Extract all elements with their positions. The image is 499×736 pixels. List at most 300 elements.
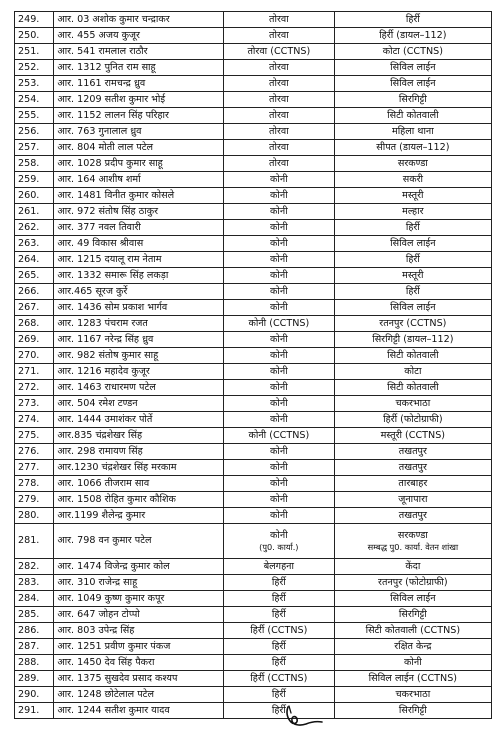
serial-number-text: 267. [18,301,40,313]
serial-number-cell [15,575,54,591]
table-row [15,687,492,703]
employee-name-text: आर. 1283 पंचराम रजत [57,317,148,329]
employee-name-text: आर. 1436 सोम प्रकाश भार्गव [57,301,168,313]
current-posting-text: हिर्री [271,640,286,652]
current-posting-text: तोरवा [269,157,289,169]
employee-name-cell [54,508,224,524]
current-posting-cell [224,188,335,204]
current-posting-cell [224,364,335,380]
current-posting-cell [224,396,335,412]
new-posting-cell [334,252,491,268]
new-posting-cell [334,380,491,396]
new-posting-text: हिर्री (डायल–112) [379,29,447,41]
new-posting-cell [334,396,491,412]
new-posting-cell [334,76,491,92]
employee-name-text: आर. 1248 छोटेलाल पटेल [57,688,154,700]
serial-number-text: 268. [18,317,40,329]
current-posting-text: तोरवा [269,29,289,41]
current-posting-text: कोनी [270,365,288,377]
employee-name-text: आर. 1152 लालन सिंह परिहार [57,109,169,121]
current-posting-text: हिर्री (CCTNS) [250,624,308,636]
serial-number-text: 257. [18,141,40,153]
new-posting-text: तखतपुर [398,461,427,473]
new-posting-text: रतनपुर (फोटोग्राफी) [378,576,448,588]
employee-name-text: आर. 1332 समारू सिंह लकड़ा [57,269,169,281]
employee-name-cell [54,412,224,428]
serial-number-text: 271. [18,365,40,377]
employee-name-cell [54,364,224,380]
serial-number-text: 262. [18,221,40,233]
new-posting-text: हिर्री [405,221,420,233]
employee-name-text: आर. 1066 तीजराम साव [57,477,150,489]
current-posting-cell [224,28,335,44]
new-posting-cell [334,172,491,188]
employee-name-text: आर. 1474 विजेन्द्र कुमार कोल [57,560,170,572]
employee-name-cell [54,76,224,92]
current-posting-text: कोनी (CCTNS) [248,317,310,329]
employee-name-text: आर. 1312 पुनित राम साहू [57,61,156,73]
new-posting-text: सिटी कोतवाली [387,349,439,361]
current-posting-cell [224,444,335,460]
serial-number-text: 265. [18,269,40,281]
serial-number-cell [15,220,54,236]
current-posting-text: कोनी [270,205,288,217]
current-posting-text: तोरवा [269,93,289,105]
serial-number-text: 252. [18,61,40,73]
serial-number-cell [15,380,54,396]
serial-number-text: 286. [18,624,40,636]
serial-number-cell [15,140,54,156]
current-posting-text: कोनी [270,397,288,409]
serial-number-text: 270. [18,349,40,361]
new-posting-cell [334,220,491,236]
new-posting-cell [334,140,491,156]
current-posting-cell [224,671,335,687]
current-posting-cell [224,220,335,236]
table-row [15,591,492,607]
new-posting-cell [334,268,491,284]
employee-name-text: आर. 03 अशोक कुमार चन्द्राकर [57,13,170,25]
serial-number-cell [15,12,54,28]
serial-number-text: 274. [18,413,40,425]
employee-name-cell [54,12,224,28]
serial-number-cell [15,623,54,639]
new-posting-cell [334,364,491,380]
employee-name-cell [54,639,224,655]
employee-name-cell [54,524,224,559]
current-posting-text: कोनी [270,269,288,281]
current-posting-text: कोनी [270,445,288,457]
table-row [15,348,492,364]
employee-name-text: आर. 1481 विनीत कुमार कोसले [57,189,175,201]
table-row [15,12,492,28]
current-posting-cell [224,428,335,444]
current-posting-cell [224,508,335,524]
employee-name-text: आर. 455 अजय कुजूर [57,29,140,41]
serial-number-cell [15,252,54,268]
employee-name-cell [54,492,224,508]
serial-number-text: 285. [18,608,40,620]
new-posting-text: सिटी कोतवाली (CCTNS) [365,624,461,636]
serial-number-text: 278. [18,477,40,489]
serial-number-cell [15,476,54,492]
current-posting-text: कोनी [270,381,288,393]
employee-name-text: आर. 982 संतोष कुमार साहू [57,349,159,361]
serial-number-text: 260. [18,189,40,201]
serial-number-text: 266. [18,285,40,297]
current-posting-cell [224,108,335,124]
current-posting-cell [224,492,335,508]
employee-name-text: आर. 647 जोहन टोप्पो [57,608,140,620]
table-row [15,268,492,284]
current-posting-text: कोनी [270,493,288,505]
employee-name-text: आर. 541 रामलाल राठौर [57,45,148,57]
current-posting-text: हिर्री [271,576,286,588]
employee-name-text: आर. 763 गुनालाल ध्रुव [57,125,142,137]
employee-name-text: आर. 803 उपेन्द्र सिंह [57,624,135,636]
serial-number-cell [15,204,54,220]
employee-name-cell [54,188,224,204]
serial-number-text: 256. [18,125,40,137]
table-row [15,428,492,444]
table-row [15,252,492,268]
signature-icon [282,703,326,729]
current-posting-cell [224,687,335,703]
serial-number-text: 283. [18,576,40,588]
employee-name-text: आर. 164 आशीष शर्मा [57,173,141,185]
current-posting-text: कोनी [270,285,288,297]
employee-name-cell [54,236,224,252]
new-posting-cell [334,12,491,28]
current-posting-text: कोनी [270,413,288,425]
serial-number-text: 288. [18,656,40,668]
serial-number-cell [15,300,54,316]
serial-number-text: 279. [18,493,40,505]
serial-number-text: 253. [18,77,40,89]
employee-name-text: आर. 798 वन कुमार पटेल [57,535,152,546]
employee-name-cell [54,44,224,60]
employee-name-text: आर. 298 रामायण सिंह [57,445,143,457]
new-posting-cell [334,476,491,492]
employee-name-cell [54,284,224,300]
serial-number-cell [15,671,54,687]
table-row [15,220,492,236]
serial-number-cell [15,348,54,364]
employee-name-text: आर. 1444 उमाशंकर पोर्ते [57,413,153,425]
table-row [15,524,492,559]
current-posting-cell [224,639,335,655]
serial-number-text: 287. [18,640,40,652]
current-posting-text: कोनी [270,529,288,541]
employee-name-cell [54,220,224,236]
table-row [15,316,492,332]
new-posting-cell [334,575,491,591]
serial-number-cell [15,591,54,607]
new-posting-text: सिरगिट्टी [398,93,427,105]
current-posting-cell [224,348,335,364]
current-posting-cell [224,559,335,575]
employee-name-cell [54,380,224,396]
new-posting-cell [334,188,491,204]
current-posting-cell [224,412,335,428]
employee-name-cell [54,28,224,44]
serial-number-text: 263. [18,237,40,249]
employee-name-cell [54,623,224,639]
current-posting-cell [224,60,335,76]
employee-name-cell [54,671,224,687]
new-posting-text: सिटी कोतवाली [387,381,439,393]
employee-name-text: आर. 1450 देव सिंह पैकरा [57,656,155,668]
employee-name-text: आर. 1244 सतीश कुमार यादव [57,704,170,716]
current-posting-cell [224,172,335,188]
serial-number-text: 249. [18,13,40,25]
table-row [15,380,492,396]
serial-number-cell [15,444,54,460]
new-posting-text: सिरगिट्टी (डायल–112) [372,333,454,345]
employee-name-cell [54,124,224,140]
table-row [15,396,492,412]
new-posting-cell [334,284,491,300]
current-posting-cell [224,156,335,172]
table-row [15,92,492,108]
table-row [15,60,492,76]
employee-name-text: आर. 1028 प्रदीप कुमार साहू [57,157,163,169]
current-posting-cell [224,332,335,348]
transfer-table [14,11,492,719]
employee-name-cell [54,140,224,156]
current-posting-cell [224,623,335,639]
employee-name-text: आर.1199 शैलेन्द्र कुमार [57,509,146,521]
current-posting-text: कोनी [270,221,288,233]
employee-name-text: आर. 1251 प्रवीण कुमार पंकज [57,640,171,652]
current-posting-cell [224,380,335,396]
table-row [15,172,492,188]
current-posting-text: तोरवा [269,141,289,153]
new-posting-text: हिर्री [405,285,420,297]
new-posting-text: सीपत (डायल–112) [376,141,450,153]
current-posting-cell [224,12,335,28]
serial-number-cell [15,28,54,44]
employee-name-cell [54,607,224,623]
current-posting-text: कोनी [270,237,288,249]
new-posting-cell [334,444,491,460]
new-posting-text: सिटी कोतवाली [387,109,439,121]
current-posting-cell [224,44,335,60]
new-posting-text: सरकण्डा [397,529,428,541]
serial-number-cell [15,639,54,655]
employee-name-cell [54,60,224,76]
serial-number-cell [15,492,54,508]
table-row [15,655,492,671]
serial-number-cell [15,108,54,124]
employee-name-cell [54,316,224,332]
employee-name-text: आर. 1167 नरेन्द्र सिंह ध्रुव [57,333,154,345]
current-posting-text: कोनी [270,509,288,521]
table-row [15,108,492,124]
serial-number-text: 273. [18,397,40,409]
serial-number-cell [15,76,54,92]
new-posting-text: सिरगिट्टी [398,704,427,716]
serial-number-text: 254. [18,93,40,105]
serial-number-cell [15,172,54,188]
new-posting-cell [334,655,491,671]
current-posting-text: हिर्री [271,704,286,716]
serial-number-text: 275. [18,429,40,441]
new-posting-cell [334,412,491,428]
new-posting-cell [334,156,491,172]
new-posting-text: हिर्री (फोटोग्राफी) [383,413,443,425]
serial-number-text: 269. [18,333,40,345]
serial-number-cell [15,124,54,140]
current-posting-text: हिर्री [271,608,286,620]
new-posting-cell [334,428,491,444]
new-posting-text: चकरभाठा [395,688,431,700]
serial-number-cell [15,284,54,300]
serial-number-text: 284. [18,592,40,604]
new-posting-cell [334,623,491,639]
new-posting-text: महिला थाना [391,125,434,137]
table-row [15,412,492,428]
new-posting-text: तखतपुर [398,509,427,521]
new-posting-cell [334,639,491,655]
serial-number-text: 261. [18,205,40,217]
table-row [15,236,492,252]
employee-name-text: आर. 1049 कुष्ण कुमार कपूर [57,592,165,604]
employee-name-text: आर. 1161 रामचन्द्र ध्रुव [57,77,146,89]
table-row [15,623,492,639]
employee-name-cell [54,108,224,124]
new-posting-cell [334,460,491,476]
table-row [15,364,492,380]
current-posting-text: कोनी [270,301,288,313]
current-posting-text: कोनी [270,349,288,361]
employee-name-cell [54,476,224,492]
new-posting-cell [334,204,491,220]
table-row [15,671,492,687]
new-posting-cell [334,348,491,364]
current-posting-cell [224,575,335,591]
serial-number-cell [15,316,54,332]
serial-number-text: 291. [18,704,40,716]
serial-number-cell [15,188,54,204]
transfer-list-sheet [14,11,492,719]
employee-name-cell [54,332,224,348]
employee-name-cell [54,591,224,607]
employee-name-cell [54,396,224,412]
new-posting-cell [334,60,491,76]
new-posting-text: कोनी [404,656,422,668]
new-posting-cell [334,108,491,124]
current-posting-text: तोरवा [269,13,289,25]
table-row [15,444,492,460]
employee-name-cell [54,204,224,220]
new-posting-cell [334,332,491,348]
serial-number-cell [15,703,54,719]
current-posting-text: हिर्री [271,656,286,668]
table-row [15,559,492,575]
current-posting-text: कोनी [270,173,288,185]
serial-number-cell [15,236,54,252]
new-posting-text: कोटा [404,365,422,377]
current-posting-cell [224,268,335,284]
serial-number-text: 277. [18,461,40,473]
current-posting-text: कोनी [270,189,288,201]
new-posting-cell [334,236,491,252]
employee-name-text: आर. 310 राजेन्द्र साहू [57,576,138,588]
new-posting-text: सिविल लाईन [390,61,436,73]
current-posting-text: कोनी (CCTNS) [248,429,310,441]
employee-name-cell [54,655,224,671]
new-posting-cell [334,703,491,719]
current-posting-cell [224,476,335,492]
serial-number-cell [15,607,54,623]
table-row [15,300,492,316]
employee-name-text: आर. 972 संतोष सिंह ठाकुर [57,205,158,217]
employee-name-cell [54,156,224,172]
table-row [15,28,492,44]
current-posting-cell [224,316,335,332]
new-posting-text: सिविल लाईन [390,237,436,249]
table-row [15,156,492,172]
current-posting-note: (पु0. कार्या.) [259,541,299,552]
current-posting-cell [224,204,335,220]
new-posting-text: सिविल लाईन [390,301,436,313]
current-posting-cell [224,76,335,92]
table-row [15,460,492,476]
employee-name-text: आर. 377 नवल तिवारी [57,221,141,233]
table-row [15,332,492,348]
new-posting-cell [334,524,491,559]
new-posting-cell [334,92,491,108]
new-posting-text: चकरभाठा [395,397,431,409]
table-row [15,140,492,156]
table-row [15,639,492,655]
new-posting-text: मस्तूरी [402,189,424,201]
serial-number-text: 259. [18,173,40,185]
serial-number-cell [15,92,54,108]
serial-number-cell [15,508,54,524]
employee-name-cell [54,703,224,719]
table-row [15,76,492,92]
employee-name-text: आर. 1209 सतीश कुमार भोई [57,93,166,105]
serial-number-text: 289. [18,672,40,684]
new-posting-text: सिरगिट्टी [398,608,427,620]
new-posting-text: तखतपुर [398,445,427,457]
employee-name-text: आर.465 सूरज कुर्रे [57,285,128,297]
employee-name-cell [54,268,224,284]
new-posting-text: तारबाहर [398,477,428,489]
new-posting-cell [334,28,491,44]
new-posting-cell [334,492,491,508]
employee-name-text: आर.1230 चंद्रशेखर सिंह मरकाम [57,461,177,473]
table-row [15,607,492,623]
employee-name-cell [54,559,224,575]
employee-name-cell [54,252,224,268]
employee-name-cell [54,92,224,108]
serial-number-cell [15,268,54,284]
table-row [15,188,492,204]
serial-number-cell [15,428,54,444]
serial-number-cell [15,44,54,60]
serial-number-text: 280. [18,509,40,521]
new-posting-text: हिर्री [405,13,420,25]
serial-number-text: 272. [18,381,40,393]
new-posting-note: सम्बद्ध पु0. कार्या. वेतन शांखा [367,541,459,552]
current-posting-cell [224,300,335,316]
current-posting-text: तोरवा (CCTNS) [247,45,311,57]
current-posting-cell [224,655,335,671]
serial-number-text: 281. [18,535,40,546]
